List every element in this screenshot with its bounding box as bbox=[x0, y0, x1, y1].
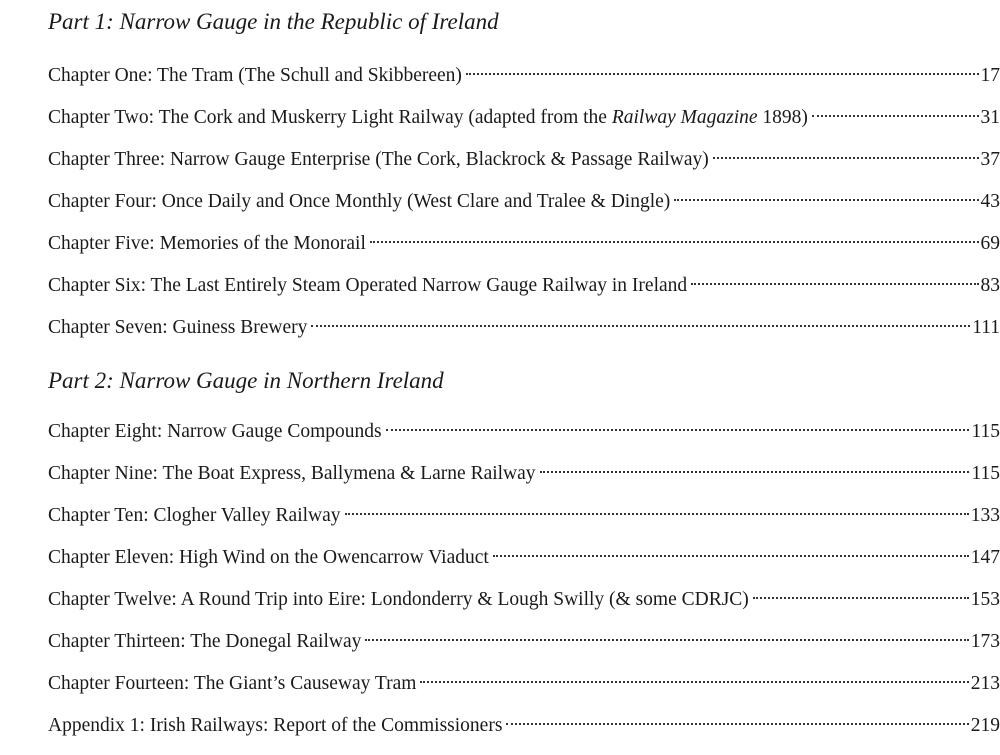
page-number: 153 bbox=[970, 589, 1000, 610]
entry-title-text: Chapter Three: Narrow Gauge Enterprise (The Cork, Blackrock & Passage Railway) bbox=[48, 149, 709, 170]
toc-entry[interactable] bbox=[48, 621, 1000, 655]
page-number: 37 bbox=[980, 149, 1000, 170]
dot-leader bbox=[345, 495, 971, 521]
dot-leader bbox=[370, 223, 981, 249]
dot-leader bbox=[506, 705, 970, 731]
toc-entry[interactable] bbox=[48, 453, 1000, 487]
page-number: 83 bbox=[980, 275, 1000, 296]
entry-title bbox=[48, 105, 812, 131]
entry-title bbox=[48, 273, 691, 299]
dot-leader bbox=[466, 55, 981, 81]
entry-title-text: Chapter Six: The Last Entirely Steam Operated Narrow Gauge Railway in Ireland bbox=[48, 275, 688, 296]
page-number: 115 bbox=[971, 421, 1000, 442]
toc-entry[interactable] bbox=[48, 223, 1000, 257]
dot-leader bbox=[311, 307, 972, 333]
page-number: 219 bbox=[970, 715, 1000, 736]
dot-leader bbox=[420, 663, 970, 689]
page-number: 43 bbox=[980, 191, 1000, 212]
entry-title-text: Chapter Seven: Guiness Brewery bbox=[48, 317, 308, 338]
dot-leader bbox=[386, 411, 972, 437]
dot-leader bbox=[753, 579, 971, 605]
entry-title-after: 1898) bbox=[757, 107, 808, 128]
page-number: 69 bbox=[980, 233, 1000, 254]
part-heading: Part 1: Narrow Gauge in the Republic of Ireland bbox=[48, 9, 499, 34]
entry-title-text: Chapter Eleven: High Wind on the Owencarrow Viaduct bbox=[48, 547, 489, 568]
entry-title-text: Appendix 1: Irish Railways: Report of the Commissioners bbox=[48, 715, 503, 736]
entry-title-text: Chapter Four: Once Daily and Once Monthly (West Clare and Tralee & Dingle) bbox=[48, 191, 671, 212]
entry-title bbox=[48, 629, 365, 655]
entry-title bbox=[48, 713, 506, 739]
dot-leader bbox=[365, 621, 970, 647]
entry-title bbox=[48, 671, 420, 697]
entry-title-text: Chapter Five: Memories of the Monorail bbox=[48, 233, 366, 254]
entry-title-text: Chapter Twelve: A Round Trip into Eire: Londonderry & Lough Swilly (& some CDRJC) bbox=[48, 589, 749, 610]
entry-title bbox=[48, 63, 466, 89]
entry-title bbox=[48, 189, 674, 215]
page-number: 213 bbox=[970, 673, 1000, 694]
entry-title-text: Chapter Nine: The Boat Express, Ballymena & Larne Railway bbox=[48, 463, 536, 484]
page-number: 17 bbox=[980, 65, 1000, 86]
page-number: 111 bbox=[972, 317, 1000, 338]
toc-entry[interactable] bbox=[48, 181, 1000, 215]
entry-title-text: Chapter Fourteen: The Giant’s Causeway Tram bbox=[48, 673, 417, 694]
toc-entry[interactable] bbox=[48, 495, 1000, 529]
dot-leader bbox=[713, 139, 981, 165]
toc-entry[interactable] bbox=[48, 265, 1000, 299]
entry-title bbox=[48, 315, 311, 341]
entry-title bbox=[48, 587, 753, 613]
entry-title-text: Chapter Two: The Cork and Muskerry Light Railway (adapted from the bbox=[48, 107, 612, 128]
toc-entry[interactable] bbox=[48, 537, 1000, 571]
dot-leader bbox=[540, 453, 972, 479]
dot-leader bbox=[493, 537, 971, 563]
toc-entry[interactable] bbox=[48, 705, 1000, 739]
dot-leader bbox=[812, 97, 981, 123]
entry-title-text: Chapter Thirteen: The Donegal Railway bbox=[48, 631, 362, 652]
entry-title bbox=[48, 461, 540, 487]
entry-title bbox=[48, 231, 370, 257]
toc-entry[interactable] bbox=[48, 307, 1000, 341]
toc-entry[interactable] bbox=[48, 663, 1000, 697]
entry-title-italic: Railway Magazine bbox=[611, 107, 758, 128]
entry-title bbox=[48, 419, 386, 445]
part-heading: Part 2: Narrow Gauge in Northern Ireland bbox=[48, 368, 444, 393]
page-number: 31 bbox=[980, 107, 1000, 128]
entry-title bbox=[48, 147, 713, 173]
entry-title-text: Chapter Ten: Clogher Valley Railway bbox=[48, 505, 341, 526]
toc-entry[interactable] bbox=[48, 411, 1000, 445]
page-number: 115 bbox=[971, 463, 1000, 484]
dot-leader bbox=[674, 181, 980, 207]
page-number: 173 bbox=[970, 631, 1000, 652]
page-number: 147 bbox=[970, 547, 1000, 568]
entry-title bbox=[48, 503, 345, 529]
toc-entry[interactable] bbox=[48, 139, 1000, 173]
entry-title-text: Chapter One: The Tram (The Schull and Skibbereen) bbox=[48, 65, 462, 86]
toc-entry[interactable] bbox=[48, 97, 1000, 131]
entry-title bbox=[48, 545, 493, 571]
toc-entry[interactable] bbox=[48, 579, 1000, 613]
page-number: 133 bbox=[970, 505, 1000, 526]
entry-title-text: Chapter Eight: Narrow Gauge Compounds bbox=[48, 421, 382, 442]
dot-leader bbox=[691, 265, 980, 291]
toc-entry[interactable] bbox=[48, 55, 1000, 89]
